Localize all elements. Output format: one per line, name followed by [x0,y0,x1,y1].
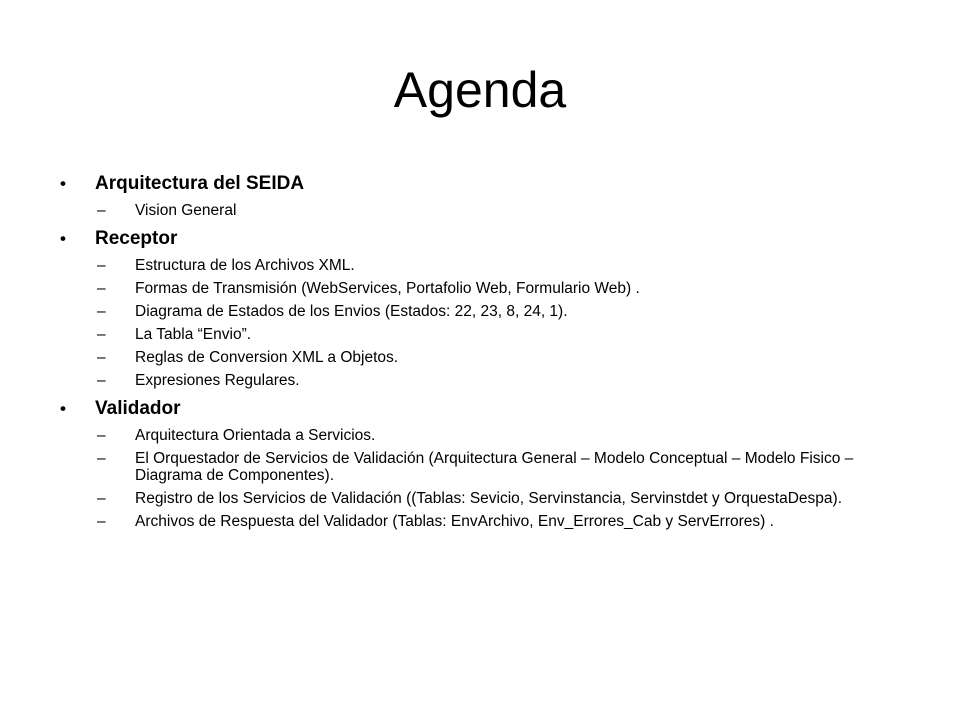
list-item [95,202,880,219]
list-item-text: La Tabla “Envio”. [135,326,252,343]
section-heading: Receptor [95,228,178,249]
sub-list [95,202,880,219]
agenda-list [60,170,880,536]
agenda-section-arquitectura [60,170,880,219]
list-item-text: Formas de Transmisión (WebServices, Portafolio Web, Formulario Web) . [135,280,640,297]
bullet-icon: • [60,399,66,418]
list-item [95,257,880,274]
list-item-text: Archivos de Respuesta del Validador (Tablas: EnvArchivo, Env_Errores_Cab y ServErrores) . [135,513,774,530]
slide-title: Agenda [393,62,567,118]
dash-icon: – [97,326,106,343]
section-heading-row [60,225,880,253]
list-item [95,303,880,320]
agenda-section-validador [60,395,880,530]
list-item-text: Reglas de Conversion XML a Objetos. [135,349,399,366]
dash-icon: – [97,372,106,389]
dash-icon: – [97,280,106,297]
list-item [95,372,880,389]
list-item [95,280,880,297]
section-heading: Validador [95,398,181,419]
list-item-text: Estructura de los Archivos XML. [135,257,355,274]
list-item-text: Arquitectura Orientada a Servicios. [135,427,376,444]
dash-icon: – [97,427,106,444]
list-item-text: El Orquestador de Servicios de Validación (Arquitectura General – Modelo Conceptual – Modelo Fisico – Diagrama de Componentes). [135,450,854,484]
sub-list [95,427,880,530]
list-item [95,349,880,366]
list-item-text: Vision General [135,202,237,219]
section-heading-row [60,170,880,198]
dash-icon: – [97,303,106,320]
dash-icon: – [97,513,106,530]
list-item-text: Registro de los Servicios de Validación ((Tablas: Sevicio, Servinstancia, Servinstdet y OrquestaDespa). [135,490,843,507]
list-item [95,490,880,507]
bullet-icon: • [60,174,66,193]
section-heading: Arquitectura del SEIDA [95,173,305,194]
dash-icon: – [97,257,106,274]
sub-list [95,257,880,389]
list-item-text: Diagrama de Estados de los Envios (Estados: 22, 23, 8, 24, 1). [135,303,568,320]
list-item-text: Expresiones Regulares. [135,372,300,389]
list-item [95,326,880,343]
bullet-icon: • [60,229,66,248]
list-item [95,450,880,484]
dash-icon: – [97,202,106,219]
dash-icon: – [97,349,106,366]
section-heading-row [60,395,880,423]
list-item [95,427,880,444]
agenda-section-receptor [60,225,880,389]
dash-icon: – [97,490,106,507]
dash-icon: – [97,450,106,467]
list-item [95,513,880,530]
